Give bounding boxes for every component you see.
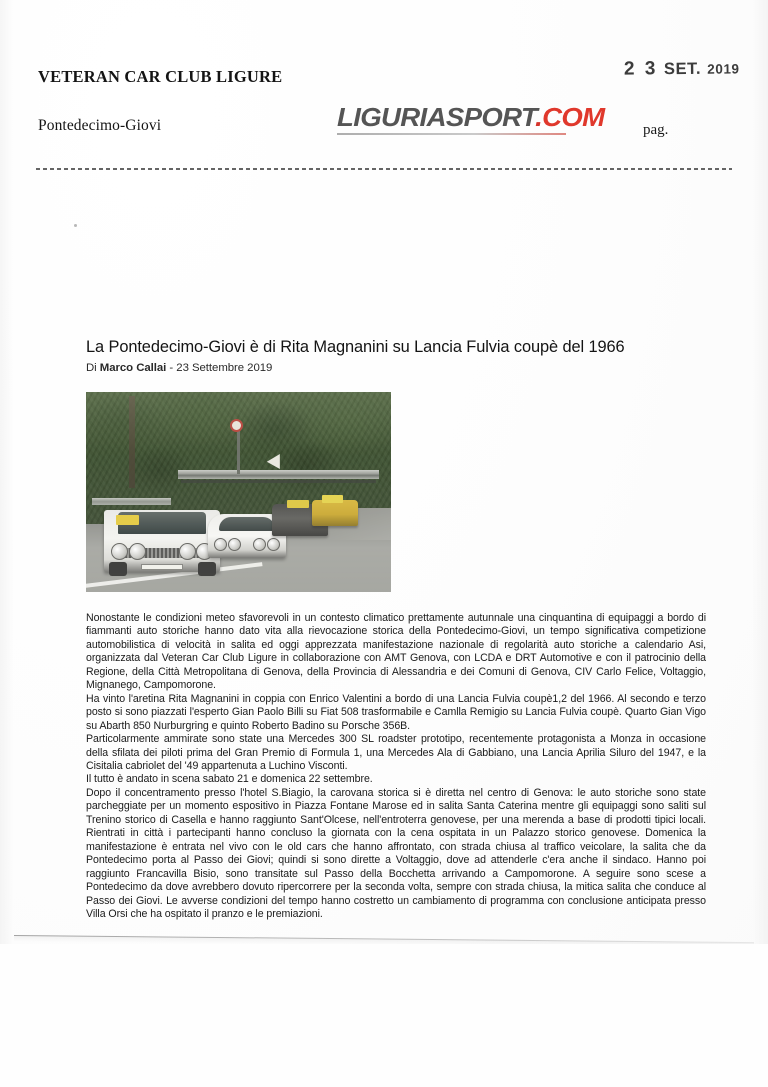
photo-car-race-number [287,500,309,508]
logo-underline [337,133,566,135]
article-title: La Pontedecimo-Giovi è di Rita Magnanini su Lancia Fulvia coupè del 1966 [86,338,625,356]
article-byline [86,362,272,374]
header-dashed-separator [36,168,732,170]
photo-guardrail-secondary [92,498,171,505]
byline-prefix: Di [86,362,100,374]
paragraph: Il tutto è andato in scena sabato 21 e domenica 22 settembre. [86,773,373,786]
liguriasport-logo[interactable] [337,102,605,135]
paragraph: Particolarmente ammirate sono state una Mercedes 300 SL roadster prototipo, recentemente protagonista a Monza in occasione della sfilata dei piloti prima del Gran Premio di Formula 1, una Mercedes Ala di Gabbiano, una Lancia Aprilia Siluro del 1947, e la Cisitalia cabriolet del '49 appartenuta a Luchino Visconti. [86,733,706,772]
article-photo [86,392,391,592]
photo-car-race-number [322,495,343,503]
photo-scene [86,392,391,592]
logo-wordmark [337,102,605,132]
page-blank-area [0,944,768,1087]
photo-car-licence-plate [141,564,183,570]
logo-main-text: LIGURIASPORT [337,102,536,132]
paragraph: Dopo il concentramento presso l'hotel S.Biagio, la carovana storica si è diretta nel centro di Genova: le auto storiche sono state parcheggiate per un momento espositivo in Piazza Fontane Marose ed in salita Santa Caterina mentre gli equipaggi sono saliti sul Trenino storico di Casella e hanno raggiunto Sant'Olcese, nell'entroterra genovese, per una merenda a base di prodotti tipici locali. Rientrati in città i partecipanti hanno concluso la giornata con la cena ospitata in un Palazzo storico genovese. Domenica la manifestazione è entrata nel vivo con le old cars che hanno affrontato, con strada chiusa al traffico veicolare, la salita che da Pontedecimo porta al Passo dei Giovi; quindi si sono dirette a Voltaggio, dove ad attenderle c'era anche il sindaco. Hanno poi raggiunto Francavilla Bisio, sono transitate sul Passo della Bocchetta arrivando a Campomorone. A seguire sono scese a Pontedecimo da dove avrebbero dovuto ripercorrere per la seconda volta, sempre con strada chiusa, la mitica salita che conduce al Passo dei Giovi. Le avverse condizioni del tempo hanno costretto un cambiamento di programma con conclusione anticipata presso Villa Orsi che ha ospitato il pranzo e le premiazioni. [86,786,706,920]
page-number-label: pag. [643,122,669,138]
photo-guardrail [178,470,379,479]
document-header [0,0,768,182]
photo-car-race-number [116,515,139,526]
date-stamp-month: SET. [664,59,702,79]
paragraph: Ha vinto l'aretina Rita Magnanini in coppia con Enrico Valentini a bordo di una Lancia Fulvia coupè1,2 del 1966. Al secondo e terzo posto si sono piazzati l'esperto Gian Paolo Billi su Fiat 508 trasformabile e Camlla Remigio su Lancia Fulvia coupè. Quarto Gian Vigo su Abarth 850 Nurburgring e quinto Roberto Badino su Porsche 356B. [86,692,706,732]
photo-car-headlight [267,538,280,551]
photo-car-headlight [129,543,146,560]
date-stamp-year: 2019 [707,61,741,77]
photo-car-headlight [253,538,266,551]
byline-separator: - [166,362,177,374]
photo-car-windshield [219,517,275,531]
photo-tree-trunk [129,396,135,488]
photo-car-tyre [109,562,127,576]
scan-speck [74,224,77,227]
race-name: Pontedecimo-Giovi [38,117,162,134]
photo-car-tyre [198,562,216,576]
photo-car-headlight [228,538,241,551]
byline-date: 23 Settembre 2019 [176,362,273,374]
date-stamp-day: 2 3 [624,58,659,80]
logo-dot: . [535,102,543,132]
date-stamp [624,57,740,80]
photo-car-lancia-fulvia [104,510,220,572]
photo-car-headlight [214,538,227,551]
photo-speed-limit-sign [230,419,243,432]
article-text [86,612,706,921]
logo-tld-text: COM [542,102,605,132]
byline-author: Marco Callai [99,362,167,374]
club-name: VETERAN CAR CLUB LIGURE [38,67,283,86]
paragraph: Nonostante le condizioni meteo sfavorevoli in un contesto climatico prettamente autunnale una cinquantina di equipaggi a bordo di fiammanti auto storiche hanno dato vita alla rievocazione storica della Pontedecimo-Giovi, un tempo significativa competizione automobilistica di velocità in salita ed oggi apprezzata manifestazione nazionale di regolarità auto storiche a calendario Asi, organizzata dal Veteran Car Club Ligure in collaborazione con AMT Genova, con LCDA e DRT Automotive e con il patrocinio della Regione, della Città Metropolitana di Genova, della Provincia di Alessandria e dei Comuni di Genova, CIV Carlo Felice, Voltaggio, Mignanego, Campomorone. [86,612,706,692]
photo-sign-post [237,428,240,474]
photo-car-fourth [312,500,358,526]
